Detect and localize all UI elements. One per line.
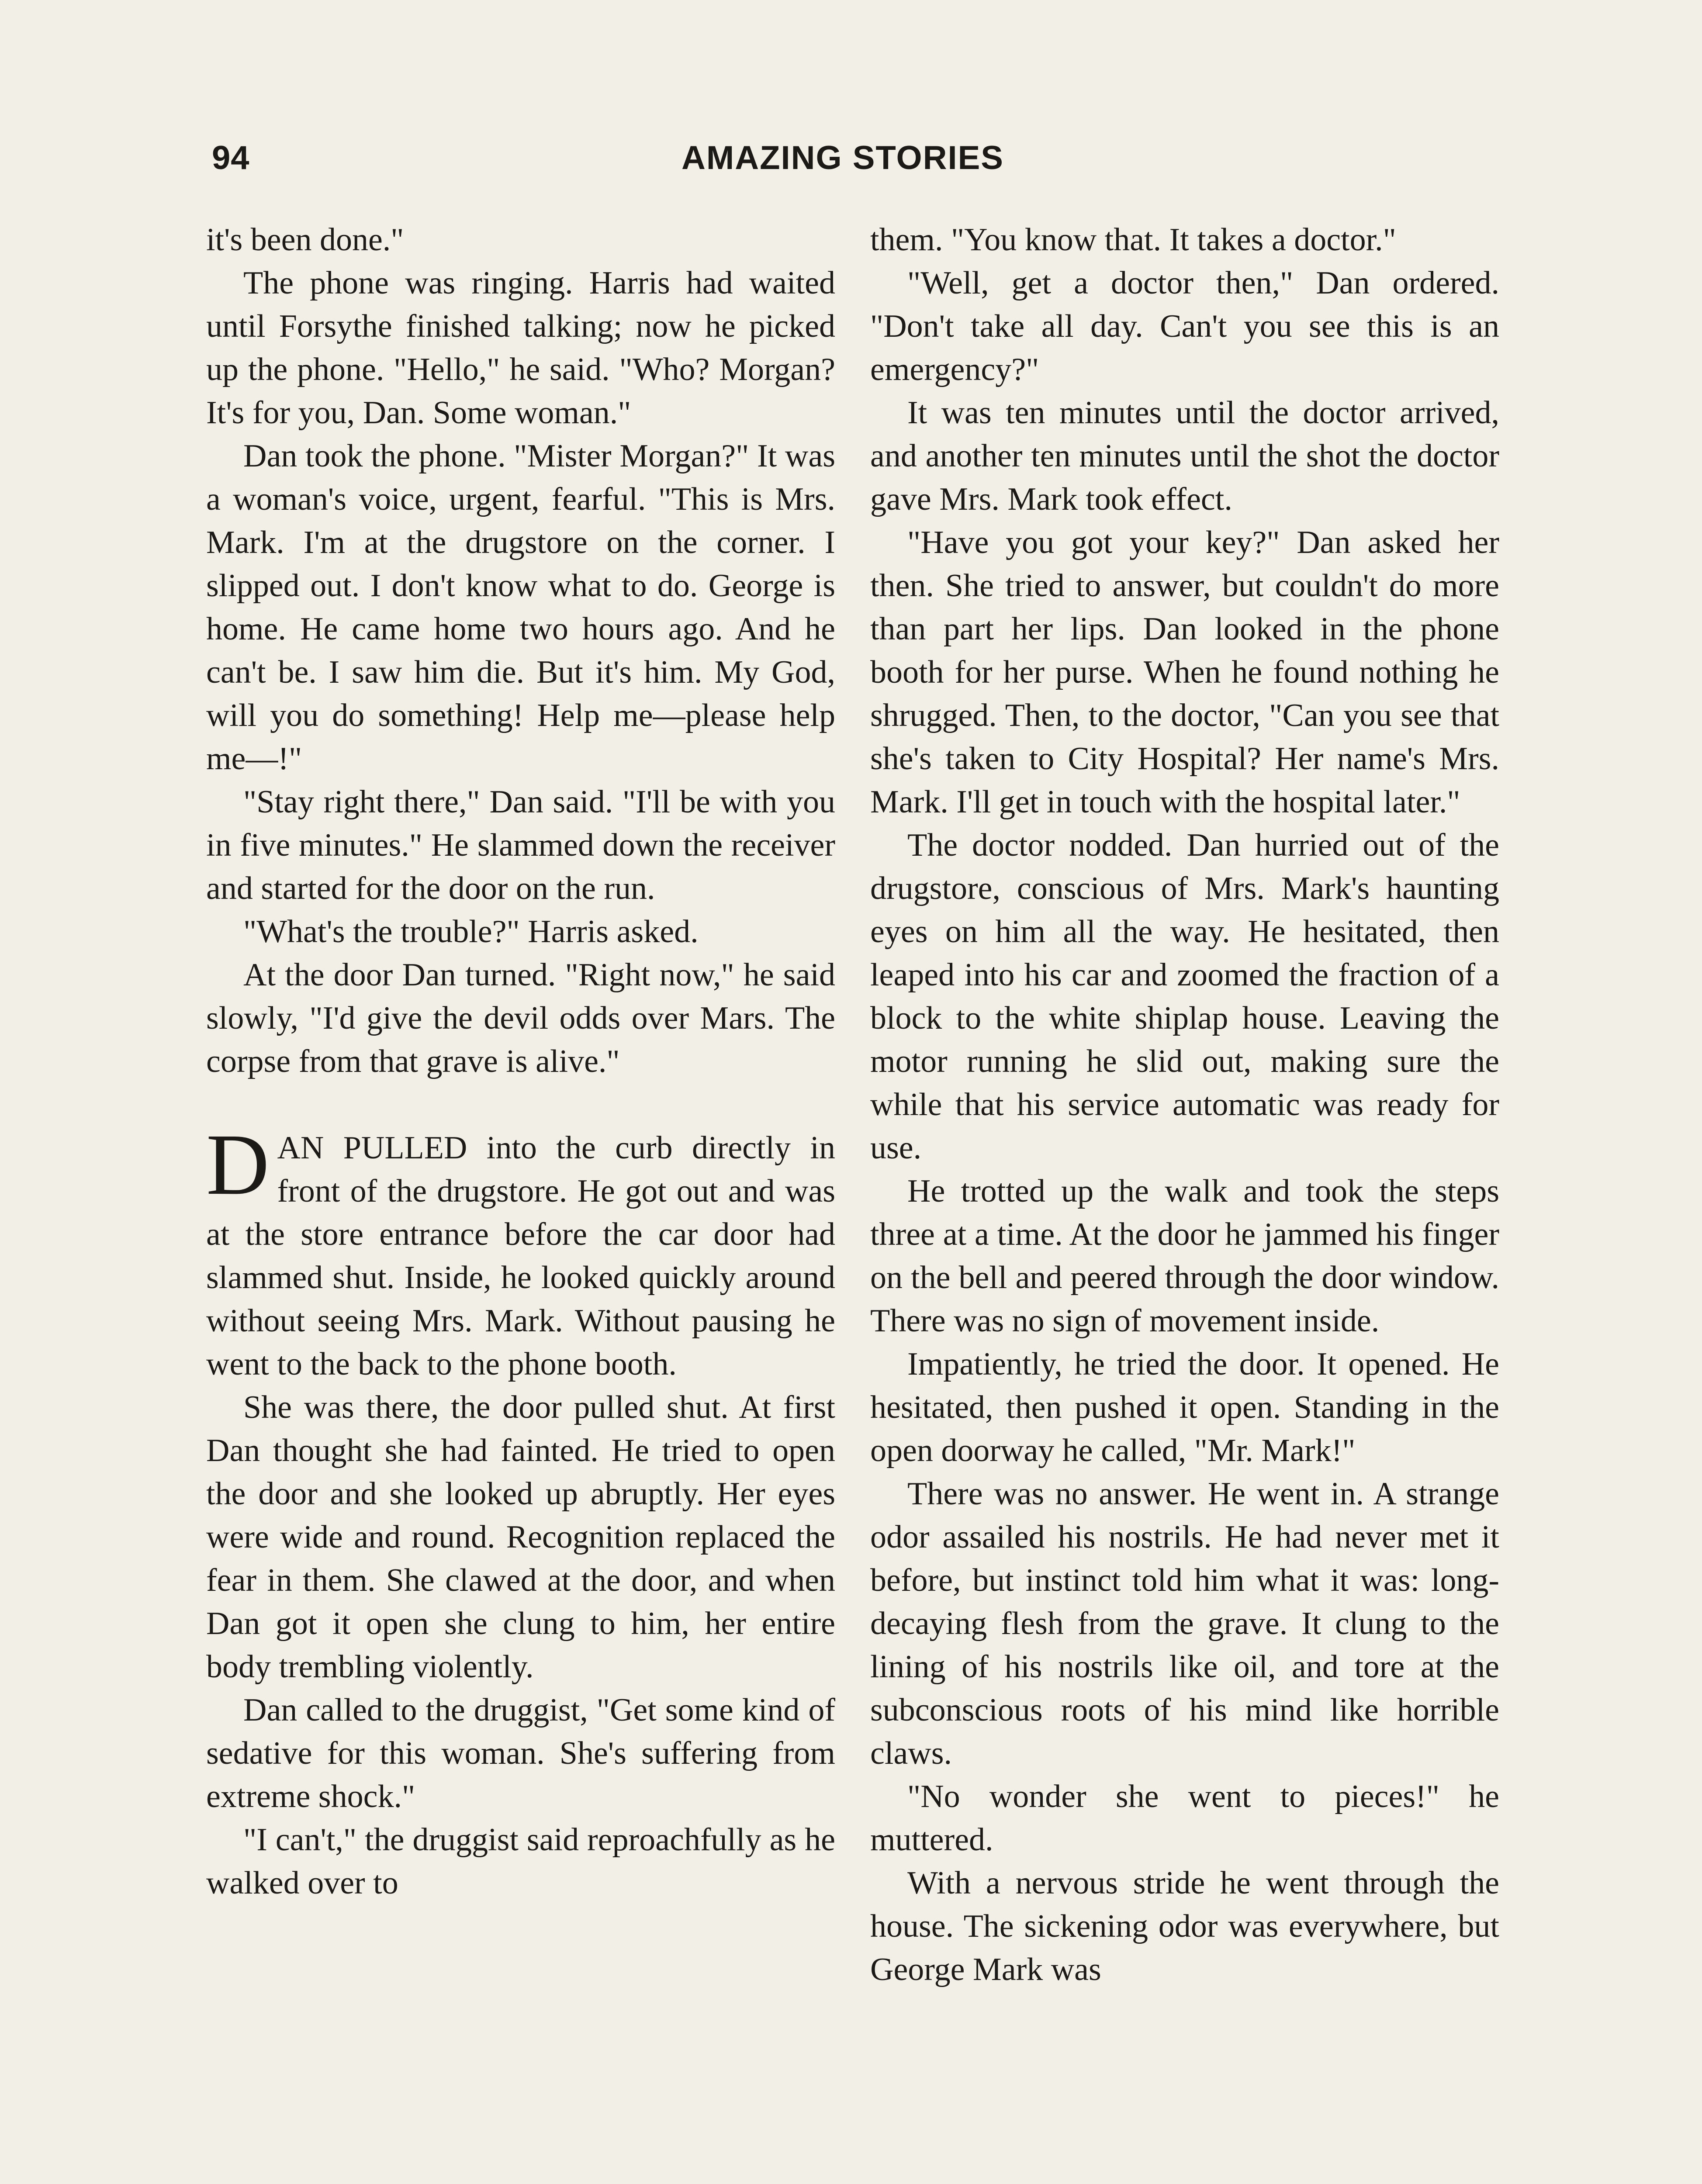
paragraph: Impatiently, he tried the door. It opened. He hesitated, then pushed it open. Standing in the open doorway he called, "Mr. Mark!": [870, 1346, 1499, 1469]
paragraph: The phone was ringing. Harris had waited until Forsythe finished talking; now he picked up the phone. "Hello," he said. "Who? Morgan? It's for you, Dan. Some woman.": [206, 265, 835, 431]
paragraph: it's been done.": [206, 222, 404, 258]
paragraph: "Well, get a doctor then," Dan ordered. "Don't take all day. Can't you see this is an emergency?": [870, 265, 1499, 387]
paragraph: "I can't," the druggist said reproachfully as he walked over to: [206, 1822, 835, 1901]
left-column: [206, 218, 835, 1905]
paragraph: "What's the trouble?" Harris asked.: [243, 914, 699, 950]
section-start-text: AN PULLED into the curb directly in front of the drugstore. He got out and was at the store entrance before the car door had slammed shut. Inside, he looked quickly around without seeing Mrs. Mark. Without pausing he went to the back to the phone booth.: [206, 1130, 835, 1382]
right-column: [870, 218, 1499, 1991]
paragraph: Dan called to the druggist, "Get some kind of sedative for this woman. She's suffering from extreme shock.": [206, 1692, 835, 1814]
paragraph: There was no answer. He went in. A strange odor assailed his nostrils. He had never met it before, but instinct told him what it was: long-decaying flesh from the grave. It clung to the lining of his nostrils like oil, and tore at the subconscious roots of his mind like horrible claws.: [870, 1476, 1499, 1771]
page-number: 94: [212, 139, 250, 176]
paragraph: With a nervous stride he went through the house. The sickening odor was everywhere, but George Mark was: [870, 1865, 1499, 1987]
paragraph: She was there, the door pulled shut. At first Dan thought she had fainted. He tried to open the door and she looked up abruptly. Her eyes were wide and round. Recognition replaced the fear in them. She clawed at the door, and when Dan got it open she clung to him, her entire body trembling violently.: [206, 1389, 835, 1685]
paragraph: "Stay right there," Dan said. "I'll be with you in five minutes." He slammed down the receiver and started for the door on the run.: [206, 784, 835, 906]
paragraph: At the door Dan turned. "Right now," he said slowly, "I'd give the devil odds over Mars. The corpse from that grave is alive.": [206, 957, 835, 1079]
paragraph: It was ten minutes until the doctor arrived, and another ten minutes until the shot the doctor gave Mrs. Mark took effect.: [870, 395, 1499, 517]
paragraph: "Have you got your key?" Dan asked her then. She tried to answer, but couldn't do more than part her lips. Dan looked in the phone booth for her purse. When he found nothing he shrugged. Then, to the doctor, "Can you see that she's taken to City Hospital? Her name's Mrs. Mark. I'll get in touch with the hospital later.": [870, 525, 1499, 820]
section-start-paragraph: [206, 1116, 835, 1386]
paragraph: The doctor nodded. Dan hurried out of the drugstore, conscious of Mrs. Mark's haunting eyes on him all the way. He hesitated, then leaped into his car and zoomed the fraction of a block to the white shiplap house. Leaving the motor running he slid out, making sure the while that his service automatic was ready for use.: [870, 827, 1499, 1166]
paragraph: them. "You know that. It takes a doctor.": [870, 222, 1396, 258]
paragraph: Dan took the phone. "Mister Morgan?" It was a woman's voice, urgent, fearful. "This is Mrs. Mark. I'm at the drugstore on the corner. I slipped out. I don't know what to do. George is home. He came home two hours ago. And he can't be. I saw him die. But it's him. My God, will you do something! Help me—please help me—!": [206, 438, 835, 777]
drop-cap: D: [206, 1116, 270, 1213]
running-head: AMAZING STORIES: [681, 139, 1004, 176]
paragraph: He trotted up the walk and took the steps three at a time. At the door he jammed his finger on the bell and peered through the door window. There was no sign of movement inside.: [870, 1173, 1499, 1339]
paragraph: "No wonder she went to pieces!" he muttered.: [870, 1779, 1499, 1858]
